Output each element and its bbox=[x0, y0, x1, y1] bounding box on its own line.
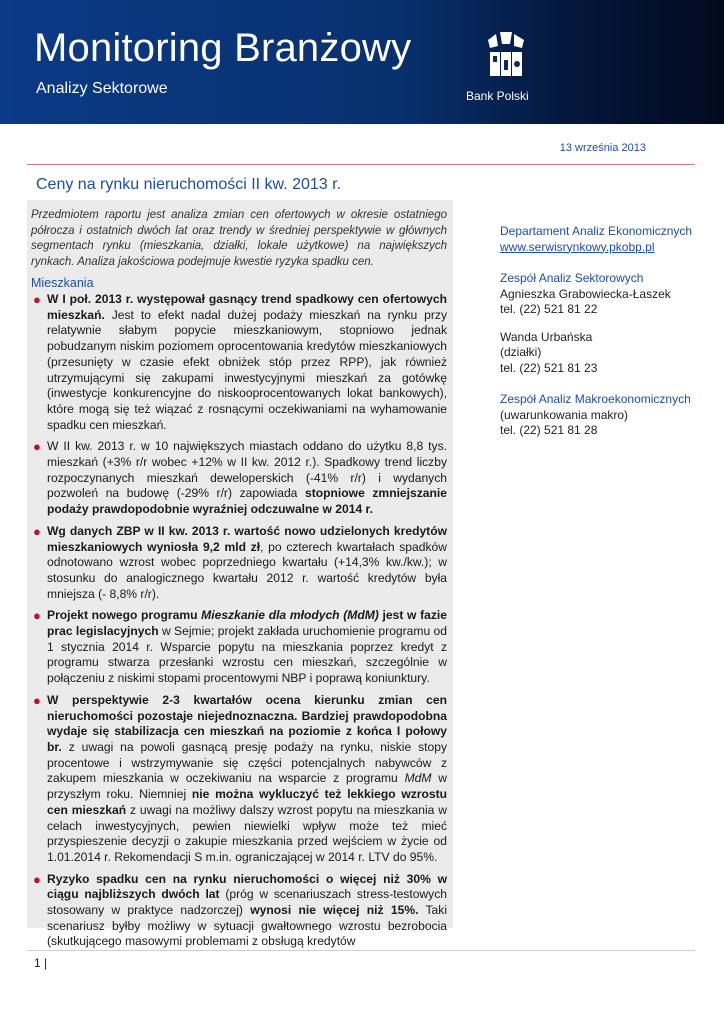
bank-name: Bank Polski bbox=[466, 89, 529, 103]
report-date: 13 września 2013 bbox=[559, 142, 646, 154]
list-item: ● W II kw. 2013 r. w 10 największych miastach oddano do użytku 8,8 tys. mieszkań (+3% r/r wobec +12% w II kw. 2012 r.). Spadkowy trend liczby rozpoczynanych mieszkań deweloperskich (-41% r/r) i wydanych pozwoleń na budowę (-29% r/r) zapowiada stopniowe zmniejszanie podaży prawdopodobnie wyraźniej odczuwalne w 2014 r. bbox=[33, 439, 447, 517]
list-item: ● W I poł. 2013 r. występował gasnący trend spadkowy cen ofertowych mieszkań. Jest to efekt nadal dużej podaży mieszkań na rynku przy relatywnie słabym popycie mieszkaniowym, stopniowo jednak pobudzanym niskim poziomem oprocentowania kredytów mieszkaniowych (przesunięty w czasie efekt obniżek stóp przez RPP), jak również utrzymującymi się zakupami inwestycyjnymi mieszkań za gotówkę (inwestycje konkurencyjne do niskooprocentowanych lokat bankowych), które mogą się też wiązać z rosnącymi oczekiwaniami na wyhamowanie spadku cen mieszkań. bbox=[33, 292, 447, 432]
bullet-icon: ● bbox=[33, 871, 41, 887]
footer-divider bbox=[27, 950, 695, 951]
contact-note: (działki) bbox=[500, 345, 542, 359]
contact-phone: tel. (22) 521 81 22 bbox=[500, 302, 598, 316]
list-item: ● Projekt nowego programu Mieszkanie dla młodych (MdM) jest w fazie prac legislacyjnych w Sejmie; projekt zakłada uruchomienie programu od 1 stycznia 2014 r. Wsparcie popytu na mieszkania poprzez kredyt z programu stwarza przesłanki wzrostu cen mieszkań, szczególnie w połączeniu z niskimi stopami procentowymi NBP i poprawą koniunktury. bbox=[33, 608, 447, 686]
header-banner bbox=[0, 0, 724, 124]
contact-phone: tel. (22) 521 81 23 bbox=[500, 360, 598, 375]
intro-paragraph: Przedmiotem raportu jest analiza zmian cen ofertowych w okresie ostatniego półrocza i ostatnich dwóch lat oraz trendy w średniej perspektywie w głównych segmentach rynku (mieszkania, działki, lokale użytkowe) na największych rynkach. Analiza jakościowa podejmuje kwestie ryzyka spadku cen. bbox=[31, 209, 447, 268]
list-item: ● Ryzyko spadku cen na rynku nieruchomości o więcej niż 30% w ciągu najbliższych dwóch lat (próg w scenariuszach stress-testowych stosowany w praktyce nadzorczej) wynosi nie więcej niż 15%. Taki scenariusz byłby możliwy w sytuacji gwałtownego wzrostu bezrobocia (skutkującego masowymi problemami z obsługą kredytów bbox=[33, 871, 447, 949]
divider bbox=[27, 164, 695, 165]
bullet-icon: ● bbox=[33, 523, 41, 539]
bullet-icon: ● bbox=[33, 692, 41, 708]
section-heading: Mieszkania bbox=[31, 276, 94, 290]
contact-sidebar bbox=[500, 224, 710, 439]
bullet-icon: ● bbox=[33, 292, 41, 307]
team-heading: Zespół Analiz Makroekonomicznych bbox=[500, 392, 691, 406]
bullet-icon: ● bbox=[33, 439, 41, 455]
list-item: ● W perspektywie 2-3 kwartałów ocena kierunku zmian cen nieruchomości pozostaje niejednoznaczna. Bardziej prawdopodobna wydaje się stabilizacja cen mieszkań na poziomie z końca I połowy br. z uwagi na powoli gasnącą presję podaży na rynku, niskie stopy procentowe i wstrzymywanie się części potencjalnych nabywców z zakupem mieszkania w oczekiwaniu na wsparcie z programu MdM w przyszłym roku. Niemniej nie można wykluczyć też lekkiego wzrostu cen mieszkań z uwagi na możliwy dalszy wzrost popytu na mieszkania w celach inwestycyjnych, pewien niewielki wpływ może też mieć przyspieszenie decyzji o zakupie mieszkania przed wejściem w życie od 1.01.2014 r. Rekomendacji S m.in. ograniczającej w 2014 r. LTV do 95%. bbox=[33, 692, 448, 864]
bullet-icon: ● bbox=[33, 608, 41, 624]
list-item: ● Wg danych ZBP w II kw. 2013 r. wartość nowo udzielonych kredytów mieszkaniowych wyniosła 9,2 mld zł, po czterech kwartałach spadków odnotowano wzrost wobec poprzedniego kwartału (+14,3% kw./kw.); w stosunku do analogicznego kwartału 2012 r. wartość kredytów była mniejsza (- 8,8% r/r). bbox=[33, 523, 447, 601]
report-subtitle: Analizy Sektorowe bbox=[36, 80, 168, 97]
team-heading: Zespół Analiz Sektorowych bbox=[500, 271, 644, 285]
website-link[interactable]: www.serwisrynkowy.pkobp.pl bbox=[500, 239, 655, 254]
bullet-list bbox=[31, 292, 447, 950]
main-summary-box bbox=[27, 200, 453, 949]
contact-name: Agnieszka Grabowiecka-Łaszek bbox=[500, 286, 671, 301]
page-number: 1 | bbox=[34, 956, 48, 970]
contact-name: Wanda Urbańska bbox=[500, 329, 593, 344]
document-title: Ceny na rynku nieruchomości II kw. 2013 r. bbox=[36, 176, 342, 193]
contact-phone: tel. (22) 521 81 28 bbox=[500, 423, 598, 437]
report-title: Monitoring Branżowy bbox=[34, 26, 412, 70]
contact-note: (uwarunkowania makro) bbox=[500, 407, 629, 422]
department-name: Departament Analiz Ekonomicznych bbox=[500, 224, 693, 238]
pko-logo-icon bbox=[484, 30, 528, 80]
